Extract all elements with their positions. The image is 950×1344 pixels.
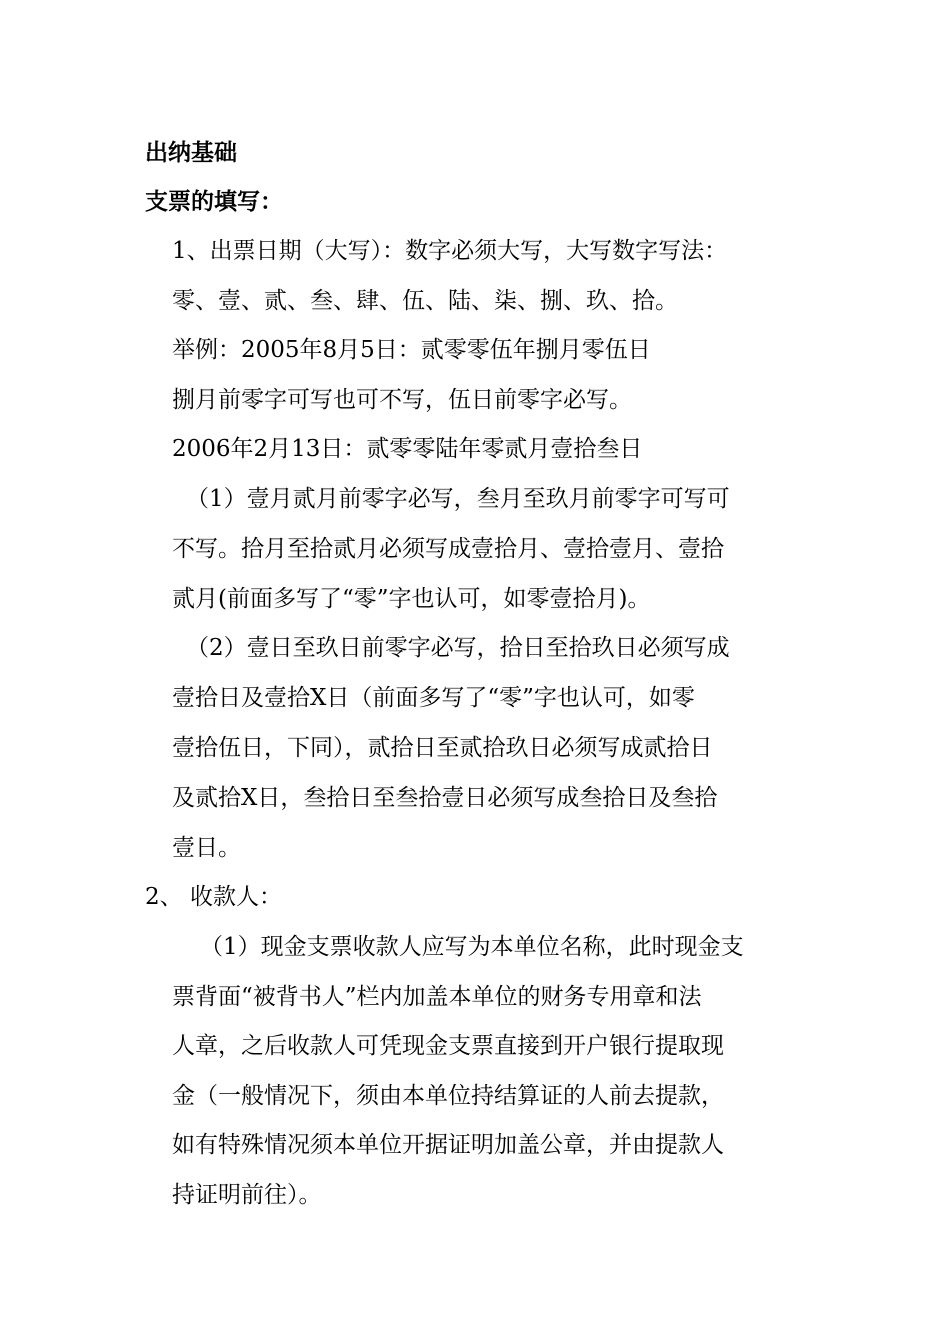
- paragraph-line: 金（一般情况下，须由本单位持结算证的人前去提款，: [172, 1083, 724, 1109]
- paragraph-line: 票背面“被背书人”栏内加盖本单位的财务专用章和法: [172, 984, 702, 1010]
- paragraph-line: 人章，之后收款人可凭现金支票直接到开户银行提取现: [172, 1033, 724, 1059]
- paragraph-line: 壹日。: [172, 835, 241, 861]
- paragraph-line: 壹拾伍日，下同），贰拾日至贰拾玖日必须写成贰拾日: [172, 735, 713, 761]
- section-heading: 支票的填写：: [145, 189, 283, 215]
- paragraph-line: 不写。拾月至拾贰月必须写成壹拾月、壹拾壹月、壹拾: [172, 536, 724, 562]
- paragraph-line: （1）现金支票收款人应写为本单位名称，此时现金支: [200, 934, 744, 960]
- paragraph-line: 壹拾日及壹拾X日（前面多写了“零”字也认可，如零: [172, 685, 695, 711]
- paragraph-line: 及贰拾X日，叁拾日至叁拾壹日必须写成叁拾日及叁拾: [172, 785, 718, 811]
- paragraph-line: 捌月前零字可写也可不写，伍日前零字必写。: [172, 387, 632, 413]
- document-title: 出纳基础: [145, 140, 237, 166]
- paragraph-line: 2006年2月13日：贰零零陆年零贰月壹拾叁日: [172, 436, 643, 462]
- paragraph-line: 如有特殊情况须本单位开据证明加盖公章，并由提款人: [172, 1132, 724, 1158]
- paragraph-line: （2）壹日至玖日前零字必写，拾日至拾玖日必须写成: [186, 635, 730, 661]
- paragraph-line: 举例：2005年8月5日：贰零零伍年捌月零伍日: [172, 337, 651, 363]
- paragraph-line: （1）壹月贰月前零字必写，叁月至玖月前零字可写可: [186, 486, 730, 512]
- paragraph-line: 零、壹、贰、叁、肆、伍、陆、柒、捌、玖、拾。: [172, 288, 678, 314]
- paragraph-line: 贰月(前面多写了“零”字也认可，如零壹拾月)。: [172, 586, 651, 612]
- section-item-heading: 2、 收款人：: [145, 884, 282, 910]
- paragraph-line: 持证明前往）。: [172, 1182, 322, 1208]
- paragraph-line: 1、出票日期（大写）：数字必须大写，大写数字写法：: [172, 238, 728, 264]
